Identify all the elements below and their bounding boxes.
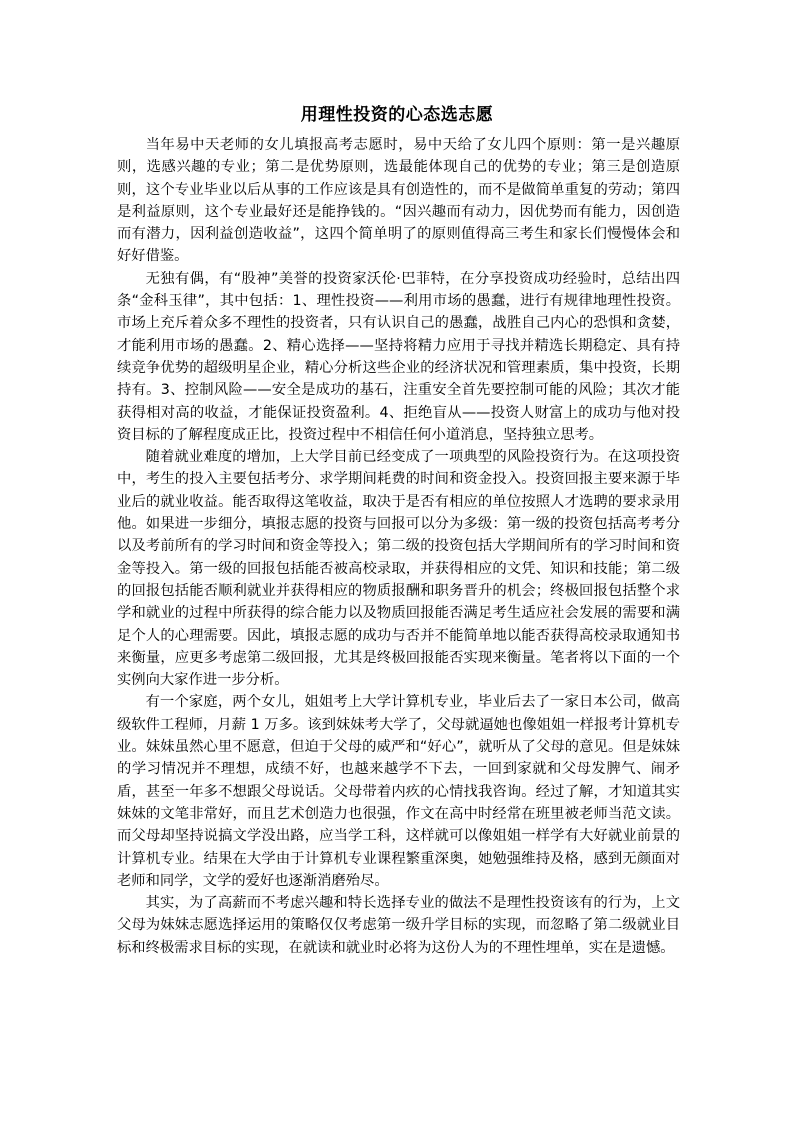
- paragraph-3: 随着就业难度的增加，上大学目前已经变成了一项典型的风险投资行为。在这项投资中，考生的投入主要包括考分、求学期间耗费的时间和资金投入。投资回报主要来源于毕业后的就业收益。能否取得这笔收益，取决于是否有相应的单位按照人才选聘的要求录用他。如果进一步细分，填报志愿的投资与回报可以分为多级：第一级的投资包括高考考分以及考前所有的学习时间和资金等投入；第二级的投资包括大学期间所有的学习时间和资金等投入。第一级的回报包括能否被高校录取，并获得相应的文凭、知识和技能；第二级的回报包括能否顺利就业并获得相应的物质报酬和职务晋升的机会；终极回报包括整个求学和就业的过程中所获得的综合能力以及物质回报能否满足考生适应社会发展的需要和满足个人的心理需要。因此，填报志愿的成功与否并不能简单地以能否获得高校录取通知书来衡量，应更多考虑第二级回报，尤其是终极回报能否实现来衡量。笔者将以下面的一个实例向大家作进一步分析。: [117, 449, 680, 689]
- paragraph-1: 当年易中天老师的女儿填报高考志愿时，易中天给了女儿四个原则：第一是兴趣原则，选感兴趣的专业；第二是优势原则，选最能体现自己的优势的专业；第三是创造原则，这个专业毕业以后从事的工作应该是具有创造性的，而不是做简单重复的劳动；第四是利益原则，这个专业最好还是能挣钱的。“因兴趣而有动力，因优势而有能力，因创造而有潜力，因利益创造收益”，这四个简单明了的原则值得高三考生和家长们慢慢体会和好好借鉴。: [117, 137, 680, 265]
- paragraph-4: 有一个家庭，两个女儿，姐姐考上大学计算机专业，毕业后去了一家日本公司，做高级软件工程师，月薪 1 万多。该到妹妹考大学了，父母就逼她也像姐姐一样报考计算机专业。妹妹虽然心里不愿意，但迫于父母的威严和“好心”，就听从了父母的意见。但是妹妹的学习情况并不理想，成绩不好，也越来越学不下去，一回到家就和父母发脾气、闹矛盾，甚至一年多不想跟父母说话。父母带着内疚的心情找我咨询。经过了解，才知道其实妹妹的文笔非常好，而且艺术创造力也很强，作文在高中时经常在班里被老师当范文读。而父母却坚持说搞文学没出路，应当学工科，这样就可以像姐姐一样学有大好就业前景的计算机专业。结果在大学由于计算机专业课程繁重深奥，她勉强维持及格，感到无颜面对老师和同学，文学的爱好也逐渐消磨殆尽。: [117, 694, 680, 889]
- document-title: 用理性投资的心态选志愿: [300, 105, 494, 125]
- document-body: [117, 134, 680, 959]
- paragraph-5: 其实，为了高薪而不考虑兴趣和特长选择专业的做法不是理性投资该有的行为，上文父母为妹妹志愿选择运用的策略仅仅考虑第一级升学目标的实现，而忽略了第二级就业目标和终极需求目标的实现，在就读和就业时必将为这份人为的不理性埋单，实在是遗憾。: [117, 895, 680, 956]
- paragraph-2: 无独有偶，有“股神”美誉的投资家沃伦·巴菲特，在分享投资成功经验时，总结出四条“金科玉律”，其中包括：1、理性投资——利用市场的愚蠢，进行有规律地理性投资。市场上充斥着众多不理性的投资者，只有认识自己的愚蠢，战胜自己内心的恐惧和贪婪，才能利用市场的愚蠢。2、精心选择——坚持将精力应用于寻找并精选长期稳定、具有持续竞争优势的超级明星企业，精心分析这些企业的经济状况和管理素质，集中投资，长期持有。3、控制风险——安全是成功的基石，注重安全首先要控制可能的风险；其次才能获得相对高的收益，才能保证投资盈利。4、拒绝盲从——投资人财富上的成功与他对投资目标的了解程度成正比，投资过程中不相信任何小道消息，坚持独立思考。: [117, 270, 680, 443]
